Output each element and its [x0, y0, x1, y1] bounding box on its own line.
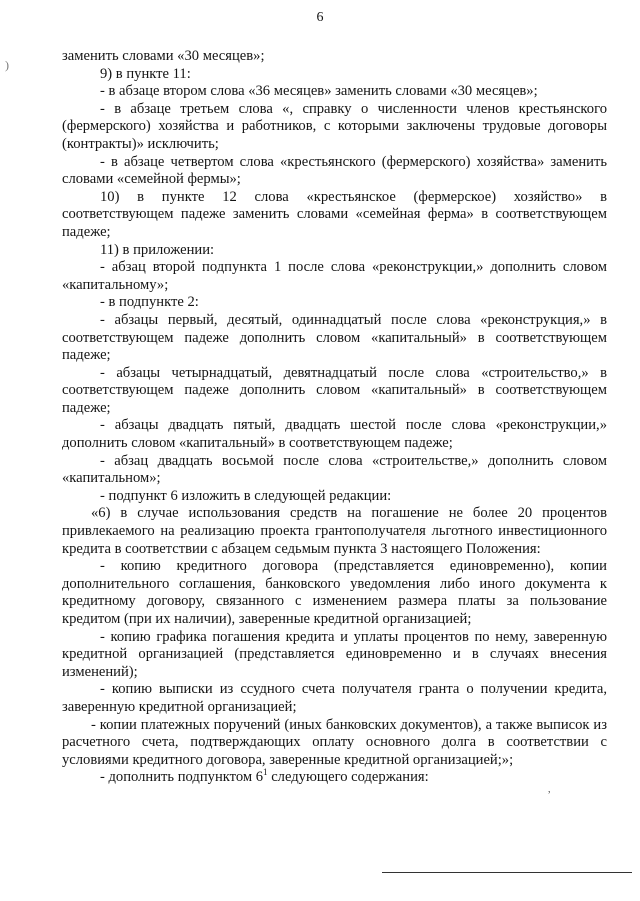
paragraph: - в подпункте 2:: [100, 294, 199, 311]
paragraph: - абзацы первый, десятый, одиннадцатый после слова «реконструкция,» в соответствующем падеже дополнить словом «капитальный» в соответствующем падеже;: [62, 311, 607, 364]
paragraph: - копии платежных поручений (иных банковских документов), а также выписок из расчетного счета, подтверждающих оплату основного долга в соответствии с условиями кредитного договора, заверенные кредитной организацией;»;: [62, 716, 607, 768]
superscript: 1: [263, 767, 268, 778]
paragraph: - копию графика погашения кредита и уплаты процентов по нему, заверенную кредитной организацией (представляется единовременно и в случаях внесения изменений);: [62, 628, 607, 680]
paragraph: 10) в пункте 12 слова «крестьянское (фермерское) хозяйство» в соответствующем падеже заменить словами «семейная ферма» в соответствующем падеже;: [62, 188, 607, 240]
last-line-after: следующего содержания:: [267, 769, 429, 786]
paragraph: - в абзаце третьем слова «, справку о численности членов крестьянского (фермерского) хозяйства и работников, с которыми заключены трудовые договоры (контракты)» исключить;: [62, 100, 607, 152]
paragraph: - абзацы четырнадцатый, девятнадцатый после слова «строительство,» в соответствующем падеже дополнить словом «капитальный» в соответствующем падеже;: [62, 364, 607, 416]
margin-dot: ,: [548, 784, 551, 795]
paragraph: 9) в пункте 11:: [100, 65, 191, 82]
paragraph: - копию кредитного договора (представляется единовременно), копии дополнительного соглашения, банковского уведомления либо иного документа к кредитному договору, связанного с изменением размера платы за пользование кредитом (при их наличии), заверенные кредитной организацией;: [62, 558, 607, 627]
footer-rule: [382, 872, 632, 873]
paragraph-last: [62, 769, 607, 787]
paragraph: - абзац двадцать восьмой после слова «строительстве,» дополнить словом «капитальном»;: [62, 452, 607, 487]
last-line-before: - дополнить подпунктом 6: [100, 769, 264, 786]
paragraph: - в абзаце четвертом слова «крестьянского (фермерского) хозяйства» заменить словами «семейной фермы»;: [62, 153, 607, 188]
margin-mark: ): [5, 58, 9, 72]
paragraph: заменить словами «30 месяцев»;: [62, 48, 265, 64]
paragraph: - абзацы двадцать пятый, двадцать шестой после слова «реконструкции,» дополнить словом «капитальный» в соответствующем падеже;: [62, 417, 607, 452]
paragraph: - копию выписки из ссудного счета получателя гранта о получении кредита, заверенную кредитной организацией;: [62, 681, 607, 715]
paragraph: - в абзаце втором слова «36 месяцев» заменить словами «30 месяцев»;: [100, 83, 538, 100]
paragraph: 11) в приложении:: [100, 241, 215, 258]
paragraph: «6) в случае использования средств на погашение не более 20 процентов привлекаемого на реализацию проекта грантополучателя льготного инвестиционного кредита в соответствии с абзацем седьмым пункта 3 настоящего Положения:: [62, 505, 607, 557]
page-number: 6: [316, 10, 324, 25]
paragraph: - подпункт 6 изложить в следующей редакции:: [100, 487, 392, 504]
paragraph: - абзац второй подпункта 1 после слова «реконструкции,» дополнить словом «капитальному»;: [62, 259, 607, 293]
document-body: [62, 48, 607, 787]
